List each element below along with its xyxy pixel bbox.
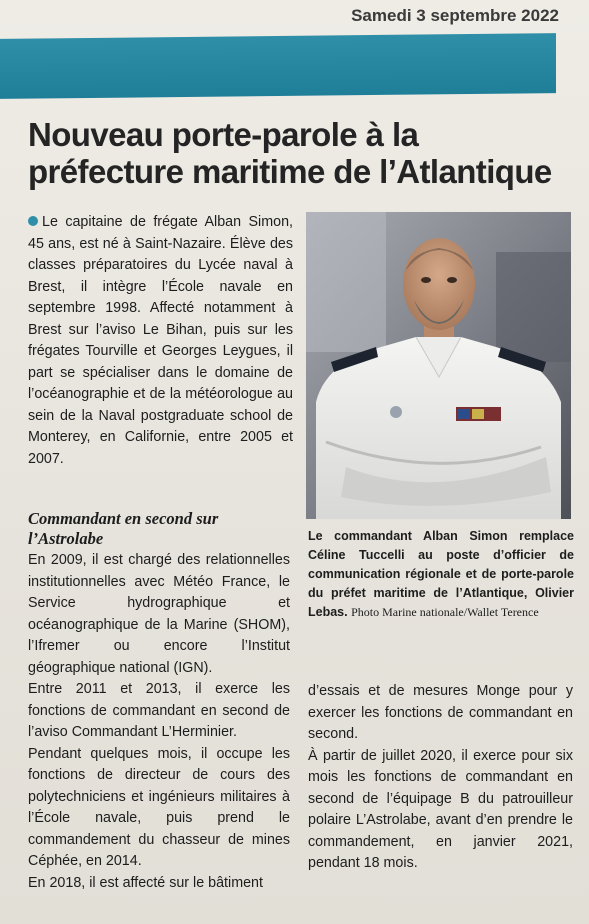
paragraph: d’essais et de mesures Monge pour y exercer les fonctions de commandant en second. [308, 683, 573, 742]
article-subhead: Commandant en second sur l’Astrolabe [28, 509, 219, 548]
photo-credit: Photo Marine nationale/Wallet Terence [351, 605, 539, 619]
article-column-left [28, 550, 290, 894]
paragraph: À partir de juillet 2020, il exerce pour six mois les fonctions de commandant en second de l’équipage B du patrouilleur polaire L’Astrolabe, avant d’en prendre le commandement, en janvier 2021, pendant 18 mois. [308, 747, 573, 871]
article-intro [28, 212, 293, 470]
paragraph: Entre 2011 et 2013, il exerce les fonctions de commandant en second de l’aviso Commandant L’Herminier. [28, 681, 290, 740]
paragraph: Pendant quelques mois, il occupe les fonctions de directeur de cours des polytechniciens et ingénieurs militaires à l’École navale, puis prend le commandement du chasseur de mines Céphée, en 2014. [28, 745, 290, 869]
article-column-right [308, 681, 573, 875]
section-color-band [0, 33, 556, 99]
paragraph: En 2018, il est affecté sur le bâtiment [28, 874, 263, 891]
bullet-dot-icon [28, 216, 38, 226]
issue-date: Samedi 3 septembre 2022 [351, 6, 559, 25]
intro-text: Le capitaine de frégate Alban Simon, 45 ans, est né à Saint-Nazaire. Élève des classes préparatoires du Lycée naval à Brest, il intègre l’École navale en septembre 1998. Affecté notamment à Brest sur l’aviso Le Bihan, puis sur les frégates Tourville et Georges Leygues, il part se spécialiser dans le domaine de l’océanographie et de la météorologue au sein de la Naval postgraduate school de Monterey, en Californie, entre 2005 et 2007. [28, 214, 293, 467]
officer-portrait-image [306, 212, 571, 519]
portrait-photo [306, 212, 571, 519]
photo-caption [308, 527, 574, 622]
paragraph: En 2009, il est chargé des relationnelles institutionnelles avec Météo France, le Service hydrographique et océanographique de la Marine (SHOM), l’Ifremer ou encore l’Institut géographique national (IGN). [28, 552, 290, 676]
caption-text: Le commandant Alban Simon remplace Céline Tuccelli au poste d’officier de communication régionale et de porte-parole du préfet maritime de l’Atlantique, Olivier Lebas. [308, 529, 574, 619]
article-title: Nouveau porte-parole à la préfecture maritime de l’Atlantique [28, 116, 552, 190]
